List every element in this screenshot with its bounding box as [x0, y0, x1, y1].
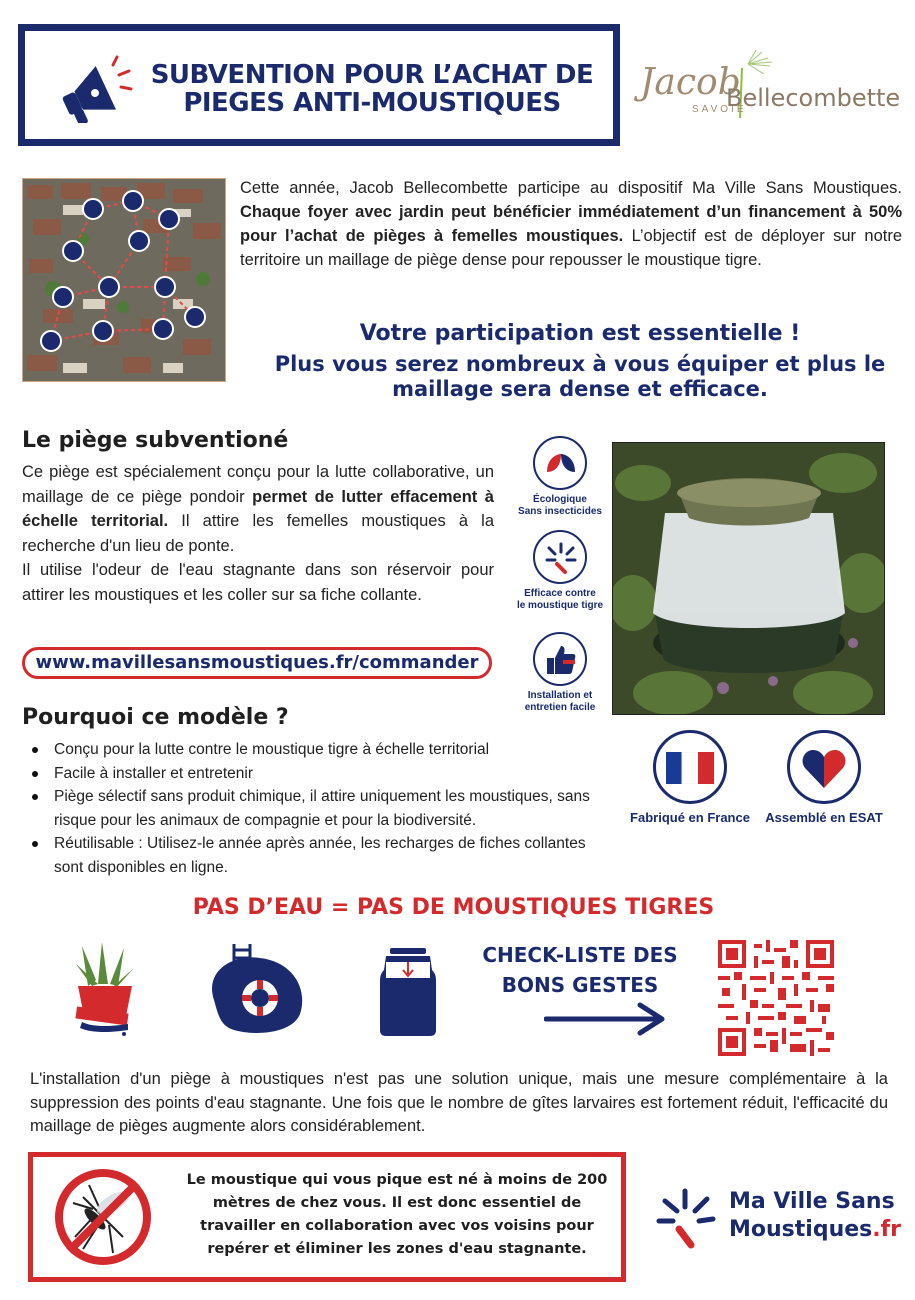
- checklist-title: CHECK-LISTE DES BONS GESTES: [482, 943, 678, 997]
- participation-callout: [250, 320, 910, 402]
- heart-icon: [801, 748, 847, 790]
- feature-installation: Installation et entretien facile: [510, 632, 610, 714]
- mosquito-burst-icon: [543, 540, 579, 576]
- page-title: [137, 61, 607, 117]
- footer-box: [28, 1152, 626, 1282]
- trap-paragraph: Ce piège est spécialement conçu pour la lutte collaborative, un maillage de ce piège pondoir permet de lutter effacement à échelle territorial. Il attire les femelles moustiques à la recherche d'un lieu de ponte. Il utilise l'odeur de l'eau stagnante dans son réservoir pour attirer les moustiques et les coller sur sa fiche collante.: [22, 463, 494, 604]
- badge-esat: Assemblé en ESAT: [754, 730, 894, 825]
- trap-heading: Le piège subventioné: [22, 428, 289, 453]
- leaves-icon: [543, 446, 579, 482]
- list-item: Conçu pour la lutte contre le moustique tigre à échelle territorial: [28, 738, 618, 762]
- list-item: Réutilisable : Utilisez-le année après année, les recharges de fiches collantes sont disponibles en ligne.: [28, 832, 618, 879]
- callout-line-2: Plus vous serez nombreux à vous équiper et plus le maillage sera dense et efficace.: [274, 352, 886, 401]
- title-box: [18, 24, 620, 146]
- aerial-map-image: [22, 178, 226, 382]
- france-flag-icon: [666, 752, 714, 784]
- intro-paragraph: Cette année, Jacob Bellecombette participe au dispositif Ma Ville Sans Moustiques. Chaque foyer avec jardin peut bénéficier immédiatement d’un financement à 50% pour l’achat de pièges à femelles moustiques. L’objectif est de déployer sur notre territoire un maillage de piège dense pour repousser le moustique tigre.: [240, 179, 903, 269]
- trap-photo: [612, 442, 885, 715]
- ma-ville-sans-moustiques-logo: [655, 1185, 902, 1255]
- jacob-bellecombette-logo: [630, 48, 901, 128]
- list-item: Piège sélectif sans produit chimique, il attire uniquement les moustiques, sans risque pour les animaux de compagnie et pour la biodiversité.: [28, 785, 618, 832]
- logo-word-jacob: Jacob: [640, 62, 741, 103]
- trap-bold: permet de lutter effacement à échelle territorial.: [22, 487, 494, 530]
- logo-line-2: Moustiques.fr: [729, 1217, 902, 1242]
- water-tank-icon: [378, 948, 438, 1036]
- thumbs-up-icon: [543, 642, 579, 678]
- arrow-right-icon: [544, 1002, 668, 1036]
- pool-icon: [204, 940, 308, 1036]
- no-mosquito-icon: [53, 1167, 153, 1267]
- megaphone-icon: [55, 53, 135, 123]
- qr-code-icon[interactable]: [718, 940, 834, 1056]
- logo-line-1: Ma Ville Sans: [729, 1189, 895, 1214]
- footer-text: Le moustique qui vous pique est né à moins de 200 mètres de chez vous. Il est donc essentiel de travailler en collaboration avec vos voisins pour repérer et éliminer les zones d'eau stagnante.: [186, 1172, 608, 1257]
- badge-france: Fabriqué en France: [620, 730, 760, 825]
- intro-bold: Chaque foyer avec jardin peut bénéficier immédiatement d’un financement à 50% pour l’achat de pièges à femelles moustiques.: [240, 203, 902, 245]
- no-water-title: PAS D’EAU = PAS DE MOUSTIQUES TIGRES: [192, 895, 715, 920]
- feature-ecologique: Écologique Sans insecticides: [510, 436, 610, 518]
- logo-word-savoie: SAVOIE: [692, 104, 747, 115]
- logo-word-bellecombette: Bellecombette: [726, 84, 901, 112]
- complement-paragraph: L'installation d'un piège à moustiques n'est pas une solution unique, mais une mesure complémentaire à la suppression des points d'eau stagnante. Une fois que le nombre de gîtes larvaires est fortement réduit, l'efficacité du maillage de pièges augmente alors considérablement.: [30, 1070, 888, 1135]
- title-line-1: SUBVENTION POUR L’ACHAT DE: [150, 60, 594, 90]
- mosquito-burst-logo-icon: [655, 1187, 721, 1253]
- feature-efficace: Efficace contre le moustique tigre: [510, 530, 610, 612]
- why-heading: Pourquoi ce modèle ?: [22, 705, 289, 730]
- plant-pot-icon: [74, 940, 136, 1036]
- title-line-2: PIEGES ANTI-MOUSTIQUES: [183, 88, 561, 118]
- list-item: Facile à installer et entretenir: [28, 762, 618, 786]
- callout-line-1: Votre participation est essentielle !: [359, 321, 801, 346]
- order-link[interactable]: www.mavillesansmoustiques.fr/commander: [22, 647, 492, 679]
- why-bullet-list: [28, 738, 618, 879]
